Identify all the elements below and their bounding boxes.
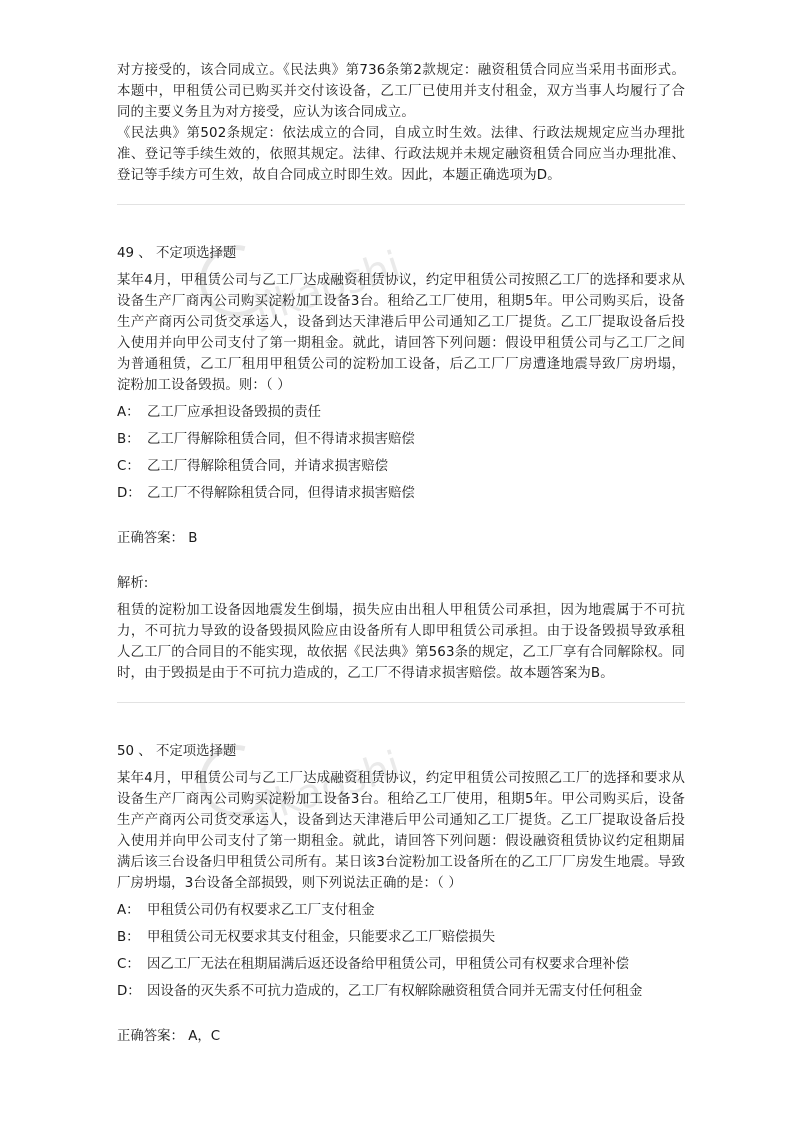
document-page — [117, 60, 685, 1047]
section-divider — [117, 702, 685, 703]
intro-paragraph: 《民法典》第502条规定：依法成立的合同，自成立时生效。法律、行政法规规定应当办理批准、登记等手续生效的，依照其规定。法律、行政法规并未规定融资租赁合同应当办理批准、登记等手续方可生效，故自合同成立时即生效。因此，本题正确选项为D。 — [117, 126, 685, 183]
option-a — [117, 402, 685, 423]
question-50 — [117, 741, 685, 1047]
option-text: 乙工厂得解除租赁合同，但不得请求损害赔偿 — [147, 432, 415, 447]
question-49 — [117, 243, 685, 684]
option-text: 乙工厂得解除租赁合同，并请求损害赔偿 — [147, 459, 389, 474]
option-key: C： — [117, 459, 140, 474]
correct-answer: 正确答案： B — [117, 531, 198, 546]
option-text: 因乙工厂无法在租期届满后返还设备给甲租赁公司，甲租赁公司有权要求合理补偿 — [147, 957, 630, 972]
question-stem: 某年4月，甲租赁公司与乙工厂达成融资租赁协议，约定甲租赁公司按照乙工厂的选择和要求从设备生产厂商丙公司购买淀粉加工设备3台。租给乙工厂使用，租期5年。甲公司购买后，设备生产产商丙公司货交承运人，设备到达天津港后甲公司通知乙工厂提货。乙工厂提取设备后投入使用并向甲公司支付了第一期租金。就此，请回答下列问题：假设甲租赁公司与乙工厂之间为普通租赁，乙工厂租用甲租赁公司的淀粉加工设备，后乙工厂厂房遭逢地震导致厂房坍塌，淀粉加工设备毁损。则：（ ） — [117, 273, 685, 393]
watermark-text: jikaoshi — [248, 242, 407, 334]
option-text: 乙工厂应承担设备毁损的责任 — [147, 405, 322, 420]
option-c — [117, 954, 685, 975]
option-key: D： — [117, 486, 141, 501]
section-divider — [117, 204, 685, 205]
question-stem: 某年4月，甲租赁公司与乙工厂达成融资租赁协议，约定甲租赁公司按照乙工厂的选择和要求从设备生产厂商丙公司购买淀粉加工设备3台。租给乙工厂使用，租期5年。甲公司购买后，设备生产产商丙公司货交承运人，设备到达天津港后甲公司通知乙工厂提货。乙工厂提取设备后投入使用并向甲公司支付了第一期租金。就此，请回答下列问题：假设融资租赁协议约定租期届满后该三台设备归甲租赁公司所有。某日该3台淀粉加工设备所在的乙工厂厂房发生地震。导致厂房坍塌，3台设备全部损毁，则下列说法正确的是：（ ） — [117, 771, 685, 891]
analysis-label: 解析: — [117, 576, 149, 591]
option-c — [117, 456, 685, 477]
intro-paragraph: 对方接受的，该合同成立。《民法典》第736条第2款规定：融资租赁合同应当采用书面形式。本题中，甲租赁公司已购买并交付该设备，乙工厂已使用并支付租金，双方当事人均履行了合同的主要义务且为对方接受，应认为该合同成立。 — [117, 63, 685, 120]
option-text: 因设备的灭失系不可抗力造成的，乙工厂有权解除融资租赁合同并无需支付任何租金 — [147, 984, 643, 999]
option-text: 甲租赁公司仍有权要求乙工厂支付租金 — [147, 903, 375, 918]
option-key: B： — [117, 930, 140, 945]
option-a — [117, 900, 685, 921]
option-key: A： — [117, 405, 140, 420]
question-header: 50 、 不定项选择题 — [117, 744, 237, 759]
option-b — [117, 927, 685, 948]
question-header: 49 、 不定项选择题 — [117, 246, 237, 261]
option-b — [117, 429, 685, 450]
option-d — [117, 981, 685, 1002]
correct-answer: 正确答案： A，C — [117, 1029, 221, 1044]
option-key: B： — [117, 432, 140, 447]
option-d — [117, 483, 685, 504]
option-text: 甲租赁公司无权要求其支付租金，只能要求乙工厂赔偿损失 — [147, 930, 496, 945]
option-key: C： — [117, 957, 140, 972]
watermark-text: jikaoshi — [248, 742, 407, 834]
option-key: A： — [117, 903, 140, 918]
option-key: D： — [117, 984, 141, 999]
analysis-text: 租赁的淀粉加工设备因地震发生倒塌，损失应由出租人甲租赁公司承担，因为地震属于不可抗力，不可抗力导致的设备毁损风险应由设备所有人即甲租赁公司承担。由于设备毁损导致承租人乙工厂的合同目的不能实现，故依据《民法典》第563条的规定，乙工厂享有合同解除权。同时，由于毁损是由于不可抗力造成的，乙工厂不得请求损害赔偿。故本题答案为B。 — [117, 603, 685, 681]
option-text: 乙工厂不得解除租赁合同，但得请求损害赔偿 — [147, 486, 415, 501]
